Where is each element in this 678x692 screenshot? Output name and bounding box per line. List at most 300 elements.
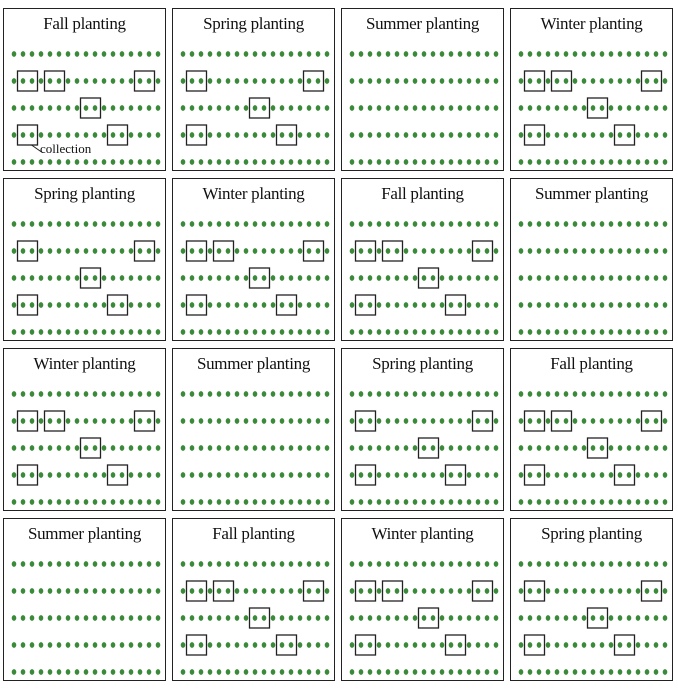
plant-dot <box>84 78 89 84</box>
plant-rows <box>342 179 505 342</box>
plant-dot <box>413 391 418 397</box>
sample-quadrat <box>187 581 207 601</box>
plant-dot <box>102 275 107 281</box>
sample-quadrat <box>18 465 38 485</box>
plant-dot <box>217 221 222 227</box>
plot-title: Fall planting <box>43 14 126 33</box>
plot-title: Summer planting <box>365 14 480 33</box>
plant-dot <box>93 159 98 165</box>
plant-dot <box>235 329 240 335</box>
plant-dot <box>476 132 481 138</box>
plant-dot <box>271 302 276 308</box>
plant-dot <box>66 302 71 308</box>
plant-dot <box>129 51 134 57</box>
plant-dot <box>75 159 80 165</box>
plant-dot <box>485 159 490 165</box>
plant-dot <box>138 561 143 567</box>
plant-dot <box>413 642 418 648</box>
plant-dot <box>298 642 303 648</box>
plant-dot <box>350 248 355 254</box>
plant-dot <box>519 105 524 111</box>
plant-dot <box>582 248 587 254</box>
plant-dot <box>663 669 668 675</box>
plant-dot <box>386 669 391 675</box>
plant-dot <box>413 561 418 567</box>
plant-dot <box>12 418 17 424</box>
plant-dot <box>181 132 186 138</box>
plant-dot <box>262 642 267 648</box>
plant-dot <box>555 132 560 138</box>
plant-dot <box>262 445 267 451</box>
plant-dot <box>350 221 355 227</box>
plant-dot <box>458 615 463 621</box>
plant-dot <box>217 78 222 84</box>
plant-dot <box>147 51 152 57</box>
plant-dot <box>289 561 294 567</box>
plant-dot <box>307 472 312 478</box>
plant-dot <box>377 78 382 84</box>
plant-dot <box>645 445 650 451</box>
plant-dot <box>102 159 107 165</box>
plant-dot <box>395 642 400 648</box>
plant-dot <box>307 588 312 594</box>
plant-dot <box>528 159 533 165</box>
plant-dot <box>217 159 222 165</box>
plant-dot <box>93 132 98 138</box>
plant-dot <box>449 669 454 675</box>
plant-dot <box>181 615 186 621</box>
plant-dot <box>12 78 17 84</box>
plant-dot <box>93 642 98 648</box>
plant-dot <box>485 669 490 675</box>
plant-dot <box>253 329 258 335</box>
plant-dot <box>66 391 71 397</box>
plant-dot <box>289 51 294 57</box>
plant-dot <box>528 561 533 567</box>
plant-dot <box>190 418 195 424</box>
plant-dot <box>253 499 258 505</box>
sample-quadrat <box>18 71 38 91</box>
plant-dot <box>555 669 560 675</box>
plant-dot <box>226 418 231 424</box>
plant-dot <box>600 391 605 397</box>
plant-dot <box>377 51 382 57</box>
plant-dot <box>147 302 152 308</box>
plant-dot <box>600 132 605 138</box>
plant-dot <box>75 275 80 281</box>
plant-dot <box>627 78 632 84</box>
plant-dot <box>422 329 427 335</box>
plant-dot <box>66 248 71 254</box>
plant-dot <box>129 78 134 84</box>
plant-dot <box>350 391 355 397</box>
sample-quadrat <box>642 581 662 601</box>
plant-dot <box>262 275 267 281</box>
plant-dot <box>262 221 267 227</box>
plant-dot <box>654 472 659 478</box>
plant-dot <box>147 561 152 567</box>
plant-dot <box>181 561 186 567</box>
plant-dot <box>573 329 578 335</box>
plant-dot <box>422 391 427 397</box>
plant-dot <box>289 588 294 594</box>
plant-dot <box>129 105 134 111</box>
plant-dot <box>546 248 551 254</box>
plant-dot <box>66 669 71 675</box>
plant-dot <box>280 669 285 675</box>
plant-dot <box>386 418 391 424</box>
plant-dot <box>307 561 312 567</box>
plant-dot <box>84 221 89 227</box>
plant-dot <box>75 329 80 335</box>
plant-dot <box>591 78 596 84</box>
plant-dot <box>325 615 330 621</box>
plant-dot <box>546 418 551 424</box>
plant-dot <box>181 669 186 675</box>
plant-dot <box>476 105 481 111</box>
plant-dot <box>307 669 312 675</box>
plant-dot <box>645 78 650 84</box>
plant-dot <box>528 275 533 281</box>
plant-dot <box>582 221 587 227</box>
plant-dot <box>431 615 436 621</box>
plant-dot <box>30 159 35 165</box>
plant-dot <box>93 418 98 424</box>
plant-dot <box>663 105 668 111</box>
plant-dot <box>208 105 213 111</box>
plant-dot <box>30 669 35 675</box>
plant-dot <box>280 159 285 165</box>
plant-dot <box>21 499 26 505</box>
plant-dot <box>663 132 668 138</box>
plant-dot <box>66 615 71 621</box>
plant-dot <box>262 105 267 111</box>
sample-quadrat <box>304 71 324 91</box>
plant-dot <box>609 561 614 567</box>
plant-dot <box>395 472 400 478</box>
sample-quadrat <box>356 635 376 655</box>
sample-quadrat <box>108 465 128 485</box>
sample-quadrat <box>187 71 207 91</box>
plant-dot <box>395 78 400 84</box>
plant-dot <box>129 159 134 165</box>
plant-dot <box>636 445 641 451</box>
plant-dot <box>609 445 614 451</box>
plant-dot <box>30 499 35 505</box>
plant-dot <box>217 302 222 308</box>
plant-dot <box>404 329 409 335</box>
plant-dot <box>573 159 578 165</box>
plant-dot <box>359 329 364 335</box>
plant-dot <box>147 669 152 675</box>
plant-dot <box>663 275 668 281</box>
plant-dot <box>440 78 445 84</box>
plant-dot <box>395 221 400 227</box>
plant-dot <box>618 275 623 281</box>
plant-dot <box>600 221 605 227</box>
plant-dot <box>235 499 240 505</box>
plant-dot <box>226 615 231 621</box>
plant-dot <box>422 588 427 594</box>
plant-dot <box>467 445 472 451</box>
plant-dot <box>386 248 391 254</box>
plant-dot <box>386 329 391 335</box>
plant-dot <box>555 248 560 254</box>
plant-dot <box>573 418 578 424</box>
plant-dot <box>600 51 605 57</box>
plant-dot <box>138 642 143 648</box>
plant-dot <box>235 302 240 308</box>
plant-dot <box>546 561 551 567</box>
plant-dot <box>627 615 632 621</box>
plant-dot <box>280 302 285 308</box>
plant-dot <box>57 302 62 308</box>
plant-dot <box>156 418 161 424</box>
plant-dot <box>156 132 161 138</box>
plant-dot <box>253 132 258 138</box>
plant-dot <box>494 78 499 84</box>
plant-dot <box>48 615 53 621</box>
plant-dot <box>30 275 35 281</box>
plant-dot <box>440 391 445 397</box>
sample-quadrat <box>18 125 38 145</box>
plant-dot <box>84 588 89 594</box>
plant-dot <box>57 275 62 281</box>
plant-dot <box>413 445 418 451</box>
plant-dot <box>404 391 409 397</box>
collection-label: collection <box>40 141 92 156</box>
plant-dot <box>546 221 551 227</box>
plant-dot <box>253 615 258 621</box>
plant-dot <box>458 105 463 111</box>
plant-dot <box>244 588 249 594</box>
plant-dot <box>627 248 632 254</box>
plant-dot <box>181 329 186 335</box>
plant-dot <box>627 221 632 227</box>
plant-dot <box>591 588 596 594</box>
plant-dot <box>528 329 533 335</box>
sample-quadrat <box>446 465 466 485</box>
plant-dot <box>84 302 89 308</box>
plant-dot <box>449 132 454 138</box>
plant-dot <box>199 221 204 227</box>
plant-dot <box>368 275 373 281</box>
plant-dot <box>359 132 364 138</box>
plant-dot <box>316 669 321 675</box>
plant-dot <box>359 248 364 254</box>
plant-dot <box>350 275 355 281</box>
plant-dot <box>537 159 542 165</box>
sample-quadrat <box>277 635 297 655</box>
plant-dot <box>359 105 364 111</box>
plant-dot <box>217 615 222 621</box>
plant-dot <box>654 418 659 424</box>
plant-dot <box>181 302 186 308</box>
plant-dot <box>636 499 641 505</box>
plant-dot <box>537 499 542 505</box>
plant-dot <box>271 221 276 227</box>
plant-dot <box>546 275 551 281</box>
plant-dot <box>663 615 668 621</box>
plant-dot <box>199 275 204 281</box>
plant-dot <box>253 221 258 227</box>
plant-dot <box>57 248 62 254</box>
sample-quadrat <box>18 411 38 431</box>
sample-quadrat <box>383 581 403 601</box>
plant-dot <box>12 329 17 335</box>
plant-dot <box>485 302 490 308</box>
plant-dot <box>75 445 80 451</box>
plant-dot <box>271 642 276 648</box>
plant-dot <box>129 418 134 424</box>
plant-dot <box>395 391 400 397</box>
plant-dot <box>519 588 524 594</box>
plant-dot <box>253 248 258 254</box>
plant-dot <box>555 105 560 111</box>
plant-dot <box>449 302 454 308</box>
sample-quadrat <box>187 125 207 145</box>
plant-dot <box>395 132 400 138</box>
plant-dot <box>359 499 364 505</box>
plant-dot <box>316 302 321 308</box>
plant-dot <box>440 275 445 281</box>
plant-dot <box>573 248 578 254</box>
plant-dot <box>217 669 222 675</box>
plant-dot <box>476 51 481 57</box>
plant-dot <box>156 221 161 227</box>
plant-dot <box>618 159 623 165</box>
plant-dot <box>262 561 267 567</box>
plant-dot <box>368 105 373 111</box>
plant-dot <box>368 615 373 621</box>
plant-dot <box>476 302 481 308</box>
plant-dot <box>316 132 321 138</box>
plant-dot <box>609 391 614 397</box>
plant-dot <box>289 78 294 84</box>
plant-dot <box>244 561 249 567</box>
plant-dot <box>316 588 321 594</box>
plant-dot <box>519 445 524 451</box>
plant-dot <box>476 588 481 594</box>
plant-dot <box>519 132 524 138</box>
plant-dot <box>573 132 578 138</box>
plant-dot <box>636 669 641 675</box>
plant-dot <box>138 669 143 675</box>
plot-title: Summer planting <box>196 354 311 373</box>
plant-dot <box>48 105 53 111</box>
plant-dot <box>226 391 231 397</box>
plant-rows <box>4 179 167 342</box>
plant-dot <box>93 51 98 57</box>
plant-dot <box>307 275 312 281</box>
plant-rows <box>511 349 674 512</box>
plant-dot <box>253 78 258 84</box>
plant-dot <box>537 642 542 648</box>
plant-dot <box>181 588 186 594</box>
plant-dot <box>582 499 587 505</box>
plant-dot <box>404 472 409 478</box>
plant-dot <box>217 51 222 57</box>
plant-dot <box>244 418 249 424</box>
plant-dot <box>494 302 499 308</box>
plant-dot <box>494 669 499 675</box>
plant-dot <box>244 275 249 281</box>
plant-dot <box>120 51 125 57</box>
plant-dot <box>494 642 499 648</box>
plant-dot <box>422 669 427 675</box>
plant-dot <box>458 391 463 397</box>
sample-quadrat <box>473 241 493 261</box>
plant-dot <box>431 588 436 594</box>
plant-dot <box>307 418 312 424</box>
plant-dot <box>156 615 161 621</box>
plant-dot <box>138 275 143 281</box>
plant-dot <box>359 445 364 451</box>
plant-dot <box>181 105 186 111</box>
plant-dot <box>564 669 569 675</box>
plant-dot <box>519 329 524 335</box>
plant-dot <box>253 105 258 111</box>
plant-dot <box>75 561 80 567</box>
plant-dot <box>190 132 195 138</box>
plant-dot <box>600 78 605 84</box>
plant-dot <box>30 302 35 308</box>
plant-dot <box>39 302 44 308</box>
plant-dot <box>636 275 641 281</box>
plant-dot <box>636 132 641 138</box>
plant-dot <box>386 499 391 505</box>
plant-dot <box>244 472 249 478</box>
plant-dot <box>422 248 427 254</box>
plant-dot <box>627 275 632 281</box>
plant-dot <box>181 275 186 281</box>
plant-dot <box>66 642 71 648</box>
plant-dot <box>413 221 418 227</box>
plant-dot <box>386 642 391 648</box>
plant-dot <box>449 329 454 335</box>
plant-dot <box>156 472 161 478</box>
plant-dot <box>449 472 454 478</box>
plant-dot <box>102 391 107 397</box>
plant-dot <box>537 391 542 397</box>
plant-dot <box>422 51 427 57</box>
plant-dot <box>75 51 80 57</box>
plant-dot <box>57 669 62 675</box>
plant-dot <box>48 221 53 227</box>
plant-dot <box>181 391 186 397</box>
plant-dot <box>120 499 125 505</box>
plant-dot <box>654 159 659 165</box>
plant-dot <box>84 132 89 138</box>
plant-dot <box>111 472 116 478</box>
plant-dot <box>422 418 427 424</box>
plant-dot <box>190 615 195 621</box>
plant-dot <box>546 391 551 397</box>
plant-dot <box>75 499 80 505</box>
plant-dot <box>449 51 454 57</box>
plant-dot <box>316 615 321 621</box>
plant-dot <box>39 445 44 451</box>
plant-dot <box>458 248 463 254</box>
plant-dot <box>129 302 134 308</box>
plant-dot <box>440 221 445 227</box>
plant-dot <box>350 642 355 648</box>
plant-dot <box>138 159 143 165</box>
planting-plot <box>172 348 335 511</box>
plant-dot <box>208 499 213 505</box>
plant-dot <box>253 669 258 675</box>
plant-dot <box>422 132 427 138</box>
